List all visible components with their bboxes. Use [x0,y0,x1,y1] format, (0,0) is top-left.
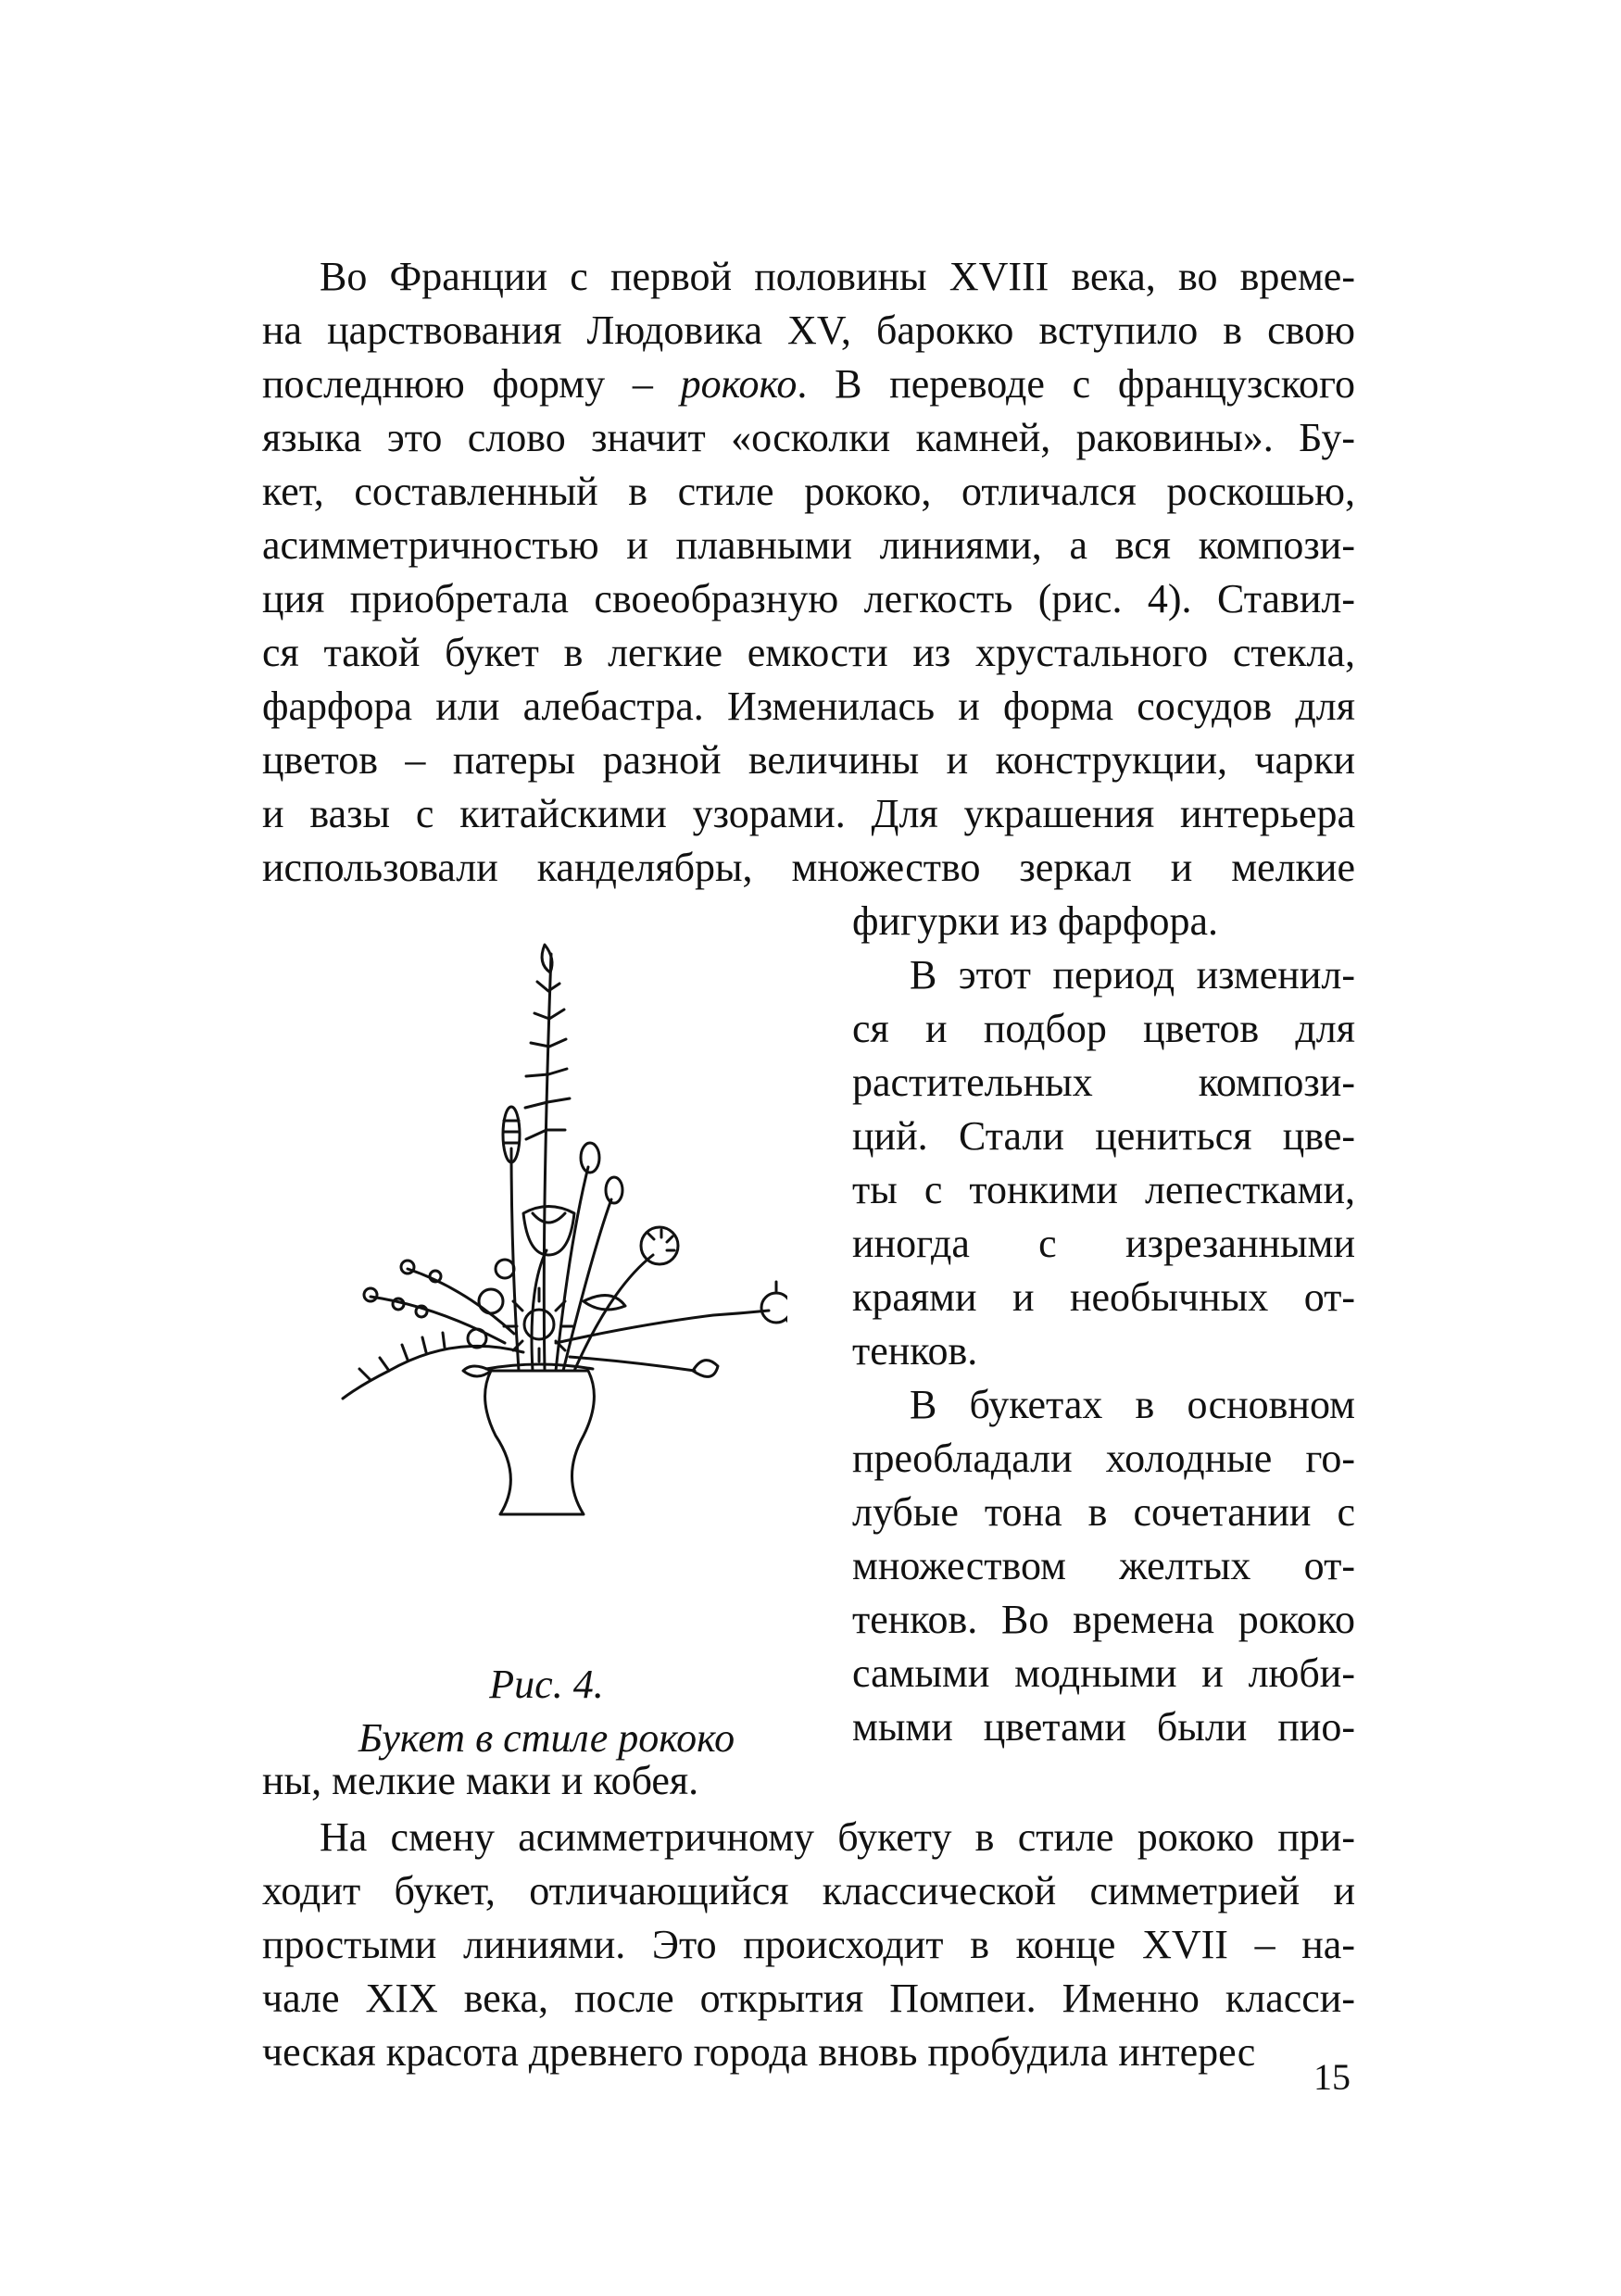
text-line: мыми цветами были пио- [852,1704,1355,1750]
text-fragment: . В переводе с французского [797,361,1355,407]
text-line: растительных компози- [852,1060,1355,1105]
text-line: асимметричностью и плавными линиями, а вся компози- [262,522,1355,568]
text-line: В этот период изменил- [910,952,1355,997]
small-flower [479,1289,503,1313]
text-line: ходит букет, отличающийся классической симметрией и [262,1868,1355,1913]
text-line: Во Франции с первой половины XVIII века, во време- [320,254,1355,299]
vase [485,1371,595,1514]
right-branch [556,1311,769,1343]
thistle-flower [761,1293,787,1323]
text-line: самыми модными и люби- [852,1650,1355,1696]
text-line: В букетах в основном [910,1382,1355,1427]
text-line: краями и необычных от- [852,1274,1355,1320]
bud [581,1143,599,1173]
text-line [262,358,1355,411]
text-line: На смену асимметричному букету в стиле рококо при- [320,1814,1355,1860]
figure-label: Рис. 4. [489,1662,604,1707]
text-line: цветов – патеры разной величины и конструкции, чарки [262,737,1355,783]
wheat-stem [511,1148,519,1371]
text-line: иногда с изрезанными [852,1221,1355,1266]
text-line: ты с тонкими лепестками, [852,1167,1355,1212]
berry [401,1261,414,1273]
text-line: множеством желтых от- [852,1543,1355,1588]
text-line: и вазы с китайскими узорами. Для украшения интерьера [262,791,1355,836]
small-flower [496,1260,514,1278]
text-line: тенков. Во времена рококо [852,1597,1355,1642]
text-line: кет, составленный в стиле рококо, отличался роскошью, [262,469,1355,514]
text-line: чале XIX века, после открытия Помпеи. Именно класси- [262,1976,1355,2021]
text-line: ческая красота древнего города вновь пробудила интерес [262,2029,1256,2075]
figure-caption: Букет в стиле рококо [358,1715,735,1761]
text-line: ция приобретала своеобразную легкость (рис. 4). Ставил- [262,576,1355,621]
text-line: фигурки из фарфора. [852,898,1219,944]
carnation-flower [641,1227,678,1264]
left-branch [343,1346,523,1399]
text-line: простыми линиями. Это происходит в конце XVII – на- [262,1922,1355,1967]
text-line: ся и подбор цветов для [852,1006,1355,1051]
text-line: лубые тона в сочетании с [852,1489,1355,1535]
leaf [584,1296,625,1310]
italic-term: рококо [680,361,798,407]
rococo-bouquet-illustration [306,935,787,1528]
text-line: фарфора или алебастра. Изменилась и форма сосудов для [262,684,1355,729]
text-line: на царствования Людовика XV, барокко вступило в свою [262,307,1355,353]
text-line: тенков. [852,1328,978,1374]
berry [364,1288,377,1301]
text-line: ся такой букет в легкие емкости из хрустального стекла, [262,630,1355,675]
bell-flower [693,1361,718,1377]
text-line: использовали канделябры, множество зеркал и мелкие [262,845,1355,890]
poppy-flower [523,1207,574,1256]
text-line: преобладали холодные го- [852,1436,1355,1481]
leaf [463,1366,491,1376]
grass-leaf [542,945,552,972]
text-line: ны, мелкие маки и кобея. [262,1758,699,1803]
bud [606,1177,622,1203]
page-number: 15 [1313,2056,1351,2098]
text-line: языка это слово значит «осколки камней, раковины». Бу- [262,415,1355,460]
daisy-center [524,1310,554,1339]
text-fragment: последнюю форму – [262,361,681,407]
text-line: ций. Стали цениться цве- [852,1113,1355,1159]
